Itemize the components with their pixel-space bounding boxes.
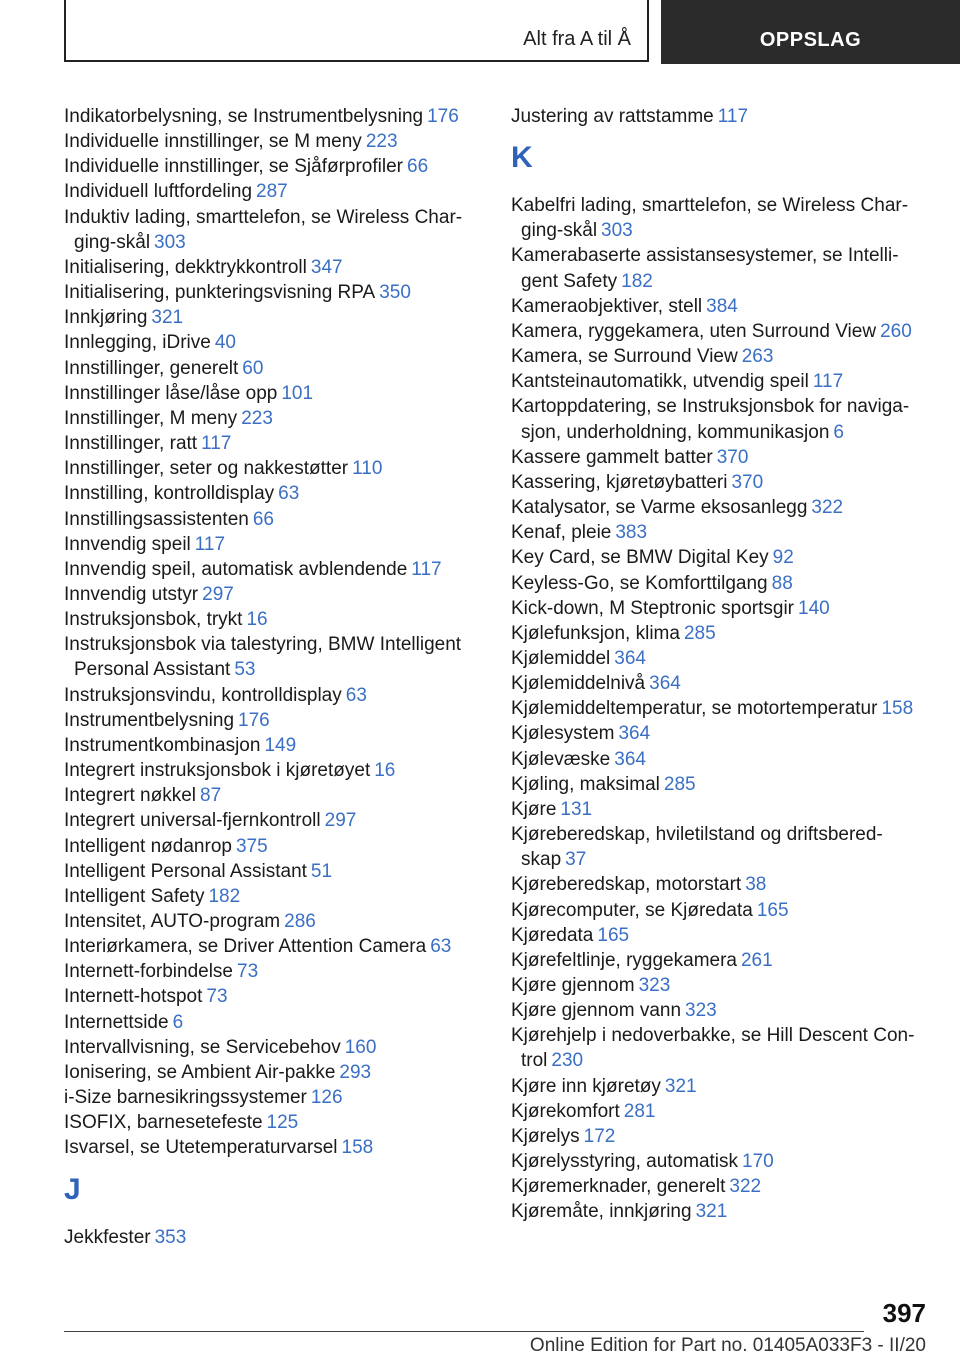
page-reference-link[interactable]: 182	[208, 885, 241, 907]
page-reference-link[interactable]: 110	[352, 458, 383, 480]
index-entry-text: Internett-forbindelse	[64, 961, 233, 983]
page-reference-link[interactable]: 37	[565, 849, 587, 871]
page-reference-link[interactable]: 353	[154, 1226, 187, 1248]
index-entry	[64, 834, 474, 859]
index-entry	[511, 344, 926, 369]
page-reference-link[interactable]: 322	[811, 497, 844, 519]
page-reference-link[interactable]: 182	[621, 270, 653, 292]
index-entry	[64, 909, 474, 934]
index-entry	[511, 520, 926, 545]
entries-j	[64, 1225, 474, 1250]
page-reference-link[interactable]: 63	[278, 483, 300, 505]
index-entry	[511, 1023, 926, 1073]
index-entry-text: Induktiv lading, smarttelefon, se Wireless Charging-skål	[64, 206, 463, 253]
index-entry	[64, 406, 474, 431]
index-entry-text: Innvendig utstyr	[64, 583, 199, 605]
index-entry	[511, 1099, 926, 1124]
index-entry-text: Individuelle innstillinger, se M meny	[64, 131, 362, 153]
footer-edition-text: Online Edition for Part no. 01405A033F3 - II/20	[529, 1335, 926, 1356]
index-entry-text: Kjøre gjennom	[511, 975, 635, 996]
index-entry-text: Kjørelysstyring, automatisk	[511, 1151, 739, 1173]
index-entry	[64, 708, 474, 733]
index-entry	[64, 1010, 474, 1035]
index-entry-text: Kjørelys	[511, 1125, 580, 1147]
page-reference-link[interactable]: 92	[772, 547, 794, 569]
index-entry	[64, 733, 474, 758]
index-entry-text: Innstillinger låse/låse opp	[64, 382, 278, 404]
index-entry-text: Isvarsel, se Utetemperaturvarsel	[64, 1137, 338, 1159]
index-entry-text: Intensitet, AUTO-program	[64, 911, 281, 932]
index-entry-text: Kjølesystem	[511, 723, 615, 745]
index-entry-text: Kamera, ryggekamera, uten Surround View	[511, 320, 877, 342]
page-reference-link[interactable]: 158	[341, 1137, 374, 1159]
index-entry	[511, 596, 926, 621]
index-entry-text: Keyless-Go, se Komforttilgang	[511, 572, 768, 594]
index-entry-text: Kjøling, maksimal	[511, 773, 660, 795]
index-entry	[64, 305, 474, 330]
page-reference-link[interactable]: 6	[833, 421, 844, 443]
index-entry	[511, 495, 926, 520]
index-entry	[511, 1174, 926, 1199]
section-tab	[661, 0, 960, 64]
index-entry-text: Key Card, se BMW Digital Key	[511, 547, 769, 569]
index-entry	[64, 179, 474, 204]
index-entry	[64, 683, 474, 708]
index-entry-text: Intelligent Safety	[64, 885, 205, 907]
page-reference-link[interactable]: 131	[560, 798, 593, 820]
page-reference-link[interactable]: 165	[597, 924, 630, 946]
index-entry	[64, 104, 474, 129]
letter-heading-j: J	[64, 1172, 81, 1206]
page-reference-link[interactable]: 322	[729, 1176, 762, 1198]
index-entry	[511, 1124, 926, 1149]
page-reference-link[interactable]: 347	[310, 256, 343, 278]
index-entry	[64, 154, 474, 179]
index-entry-text: Integrert instruksjonsbok i kjøretøyet	[64, 760, 371, 782]
page-reference-link[interactable]: 63	[345, 684, 367, 706]
page-reference-link[interactable]: 350	[379, 282, 411, 304]
index-entry-text: Kassere gammelt batter	[511, 446, 713, 468]
page-reference-link[interactable]: 285	[663, 773, 696, 795]
index-entry-text: Instrumentbelysning	[64, 709, 235, 731]
index-entry-text: Interiørkamera, se Driver Attention Camera	[64, 936, 427, 958]
index-entry	[64, 959, 474, 984]
index-entry-text: Kjøreberedskap, hviletilstand og driftsberedskap	[511, 824, 883, 871]
index-entry	[64, 381, 474, 406]
index-entry	[511, 772, 926, 797]
page-reference-link[interactable]: 364	[618, 723, 651, 745]
index-entry	[511, 747, 926, 772]
index-entry-text: Kartoppdatering, se Instruksjonsbok for navigasjon, underholdning, kommunikasjon	[511, 396, 910, 443]
page-reference-link[interactable]: 87	[200, 785, 222, 807]
page-reference-link[interactable]: 117	[411, 558, 442, 580]
page-reference-link[interactable]: 364	[614, 647, 646, 669]
index-entry	[511, 872, 926, 897]
index-entry	[64, 481, 474, 506]
index-entry	[64, 934, 474, 959]
index-column-right	[511, 104, 926, 1225]
page-reference-link[interactable]: 293	[339, 1061, 372, 1083]
index-entry-text: Intervallvisning, se Servicebehov	[64, 1036, 341, 1058]
page-reference-link[interactable]: 88	[771, 572, 793, 594]
index-entry-text: Kamerabaserte assistansesystemer, se Intelligent Safety	[511, 245, 899, 292]
page-reference-link[interactable]: 60	[242, 357, 264, 379]
page-reference-link[interactable]: 281	[623, 1100, 656, 1122]
index-entry	[64, 1135, 474, 1160]
page-reference-link[interactable]: 260	[880, 320, 912, 342]
page-reference-link[interactable]: 375	[235, 835, 268, 857]
index-entry	[511, 445, 926, 470]
index-entry-text: Intelligent Personal Assistant	[64, 860, 307, 882]
index-entry-text: Kjøre inn kjøretøy	[511, 1075, 661, 1097]
index-entry	[511, 721, 926, 746]
index-entry-text: Justering av rattstamme	[511, 106, 714, 127]
index-entry	[511, 104, 926, 129]
page-reference-link[interactable]: 364	[649, 673, 681, 695]
index-entry	[64, 507, 474, 532]
page-reference-link[interactable]: 117	[201, 433, 232, 455]
index-entry-text: ISOFIX, barnesetefeste	[64, 1112, 263, 1134]
index-entry-text: Kameraobjektiver, stell	[511, 295, 703, 317]
index-entry-text: Kabelfri lading, smarttelefon, se Wireless Charging-skål	[511, 195, 909, 242]
index-entry-text: Kick-down, M Steptronic sportsgir	[511, 597, 794, 619]
index-entry-text: Initialisering, dekktrykkontroll	[64, 256, 307, 278]
index-entry-text: Kjøre	[511, 798, 557, 820]
index-entry	[511, 671, 926, 696]
page-reference-link[interactable]: 117	[717, 106, 749, 127]
page-reference-link[interactable]: 126	[310, 1087, 343, 1109]
page-reference-link[interactable]: 297	[324, 810, 357, 832]
index-entry-text: Kjølefunksjon, klima	[511, 622, 680, 644]
index-entry-text: Katalysator, se Varme eksosanlegg	[511, 497, 808, 519]
page-reference-link[interactable]: 297	[202, 583, 234, 605]
index-entry-text: Kamera, se Surround View	[511, 346, 738, 368]
index-entry-text: Jekkfester	[64, 1226, 151, 1248]
index-entry-text: Instruksjonsvindu, kontrolldisplay	[64, 684, 342, 706]
index-entry-text: i-Size barnesikringssystemer	[64, 1087, 307, 1109]
page-reference-link[interactable]: 261	[740, 949, 773, 971]
index-entry	[64, 356, 474, 381]
index-entry-text: Innstillinger, ratt	[64, 433, 198, 455]
index-entry-text: Kjølemiddelnivå	[511, 673, 646, 695]
index-entry-text: Kjøremåte, innkjøring	[511, 1201, 692, 1223]
index-entry-text: Innlegging, iDrive	[64, 332, 211, 354]
index-entry-text: Innkjøring	[64, 307, 148, 329]
index-entry-text: Individuelle innstillinger, se Sjåførprofiler	[64, 156, 403, 178]
index-entry	[64, 1110, 474, 1135]
page-reference-link[interactable]: 370	[731, 471, 764, 493]
header-frame	[64, 0, 649, 62]
page-reference-link[interactable]: 384	[706, 295, 738, 317]
page-reference-link[interactable]: 263	[741, 346, 774, 368]
index-entry	[511, 319, 926, 344]
index-entry	[64, 582, 474, 607]
page-reference-link[interactable]: 16	[246, 609, 268, 631]
index-entry	[64, 255, 474, 280]
index-entry	[64, 1035, 474, 1060]
page-reference-link[interactable]: 53	[234, 659, 256, 681]
index-entry	[511, 621, 926, 646]
page-reference-link[interactable]: 321	[695, 1201, 728, 1223]
page-reference-link[interactable]: 6	[172, 1011, 184, 1033]
index-entry-text: Intelligent nødanrop	[64, 835, 232, 857]
page-reference-link[interactable]: 223	[365, 131, 398, 153]
page-reference-link[interactable]: 323	[685, 1000, 717, 1022]
page-reference-link[interactable]: 16	[374, 760, 396, 782]
index-entry	[64, 808, 474, 833]
index-entry-text: Integrert universal-fjernkontroll	[64, 810, 321, 832]
index-entry	[64, 456, 474, 481]
page-reference-link[interactable]: 158	[881, 698, 914, 720]
page-reference-link[interactable]: 323	[638, 975, 671, 996]
page-reference-link[interactable]: 364	[614, 748, 646, 770]
index-entry-text: Innvendig speil, automatisk avblendende	[64, 558, 408, 580]
index-entry-text: Kjørekomfort	[511, 1100, 620, 1122]
page-reference-link[interactable]: 149	[264, 734, 297, 756]
index-entry-text: Instrumentkombinasjon	[64, 734, 261, 756]
index-entry	[64, 532, 474, 557]
index-entry	[64, 884, 474, 909]
index-entry-text: Initialisering, punkteringsvisning RPA	[64, 282, 376, 304]
index-entry	[64, 557, 474, 582]
page-reference-link[interactable]: 73	[206, 986, 228, 1008]
index-entry	[511, 973, 926, 998]
page-reference-link[interactable]: 370	[716, 446, 749, 468]
index-entry	[511, 369, 926, 394]
index-entry	[511, 646, 926, 671]
page-reference-link[interactable]: 321	[664, 1075, 697, 1097]
index-entry	[511, 898, 926, 923]
page-reference-link[interactable]: 383	[615, 522, 648, 544]
page-reference-link[interactable]: 321	[151, 307, 184, 329]
index-entry-text: Kjørehjelp i nedoverbakke, se Hill Descent Control	[511, 1025, 915, 1072]
page-reference-link[interactable]: 40	[214, 332, 236, 354]
page-reference-link[interactable]: 172	[583, 1125, 616, 1147]
index-entry-text: Internettside	[64, 1011, 169, 1033]
entries-i	[64, 104, 474, 1161]
index-entry	[64, 632, 474, 682]
index-entry	[64, 783, 474, 808]
page-reference-link[interactable]: 117	[194, 533, 226, 555]
section-tab-label: OPPSLAG	[759, 29, 862, 51]
index-entry	[511, 998, 926, 1023]
index-entry	[511, 545, 926, 570]
footer-divider	[64, 1331, 864, 1332]
index-entry	[511, 243, 926, 293]
page-reference-link[interactable]: 117	[812, 371, 844, 393]
header-title: Alt fra A til Å	[523, 28, 631, 50]
index-entry-text: Kjøre gjennom vann	[511, 1000, 682, 1022]
entries-j-continued	[511, 104, 926, 129]
index-entry-text: Internett-hotspot	[64, 986, 203, 1008]
index-entry	[64, 1225, 474, 1250]
page-reference-link[interactable]: 285	[683, 622, 716, 644]
index-entry	[64, 758, 474, 783]
index-entry-text: Kenaf, pleie	[511, 522, 612, 544]
page-reference-link[interactable]: 66	[407, 156, 429, 178]
index-entry-text: Integrert nøkkel	[64, 785, 196, 807]
index-entry	[64, 330, 474, 355]
index-entry-text: Kjølemiddel	[511, 647, 611, 669]
index-entry	[64, 1085, 474, 1110]
index-entry-text: Instruksjonsbok via talestyring, BMW Intelligent Personal Assistant	[64, 634, 462, 681]
index-entry-text: Instruksjonsbok, trykt	[64, 609, 243, 631]
page-reference-link[interactable]: 230	[551, 1050, 584, 1072]
index-entry	[511, 294, 926, 319]
index-entry-text: Innstillinger, seter og nakkestøtter	[64, 458, 349, 480]
index-entry	[64, 129, 474, 154]
index-entry-text: Innstilling, kontrolldisplay	[64, 483, 275, 505]
index-entry-text: Innvendig speil	[64, 533, 191, 555]
page-reference-link[interactable]: 38	[745, 874, 767, 896]
index-entry-text: Kjøreberedskap, motorstart	[511, 874, 742, 896]
page-reference-link[interactable]: 176	[427, 106, 459, 127]
page-reference-link[interactable]: 51	[310, 860, 333, 882]
index-entry-text: Innstillinger, M meny	[64, 407, 238, 429]
index-entry-text: Innstillinger, generelt	[64, 357, 239, 379]
index-entry	[511, 1074, 926, 1099]
page-reference-link[interactable]: 140	[798, 597, 830, 619]
index-entry-text: Kjølemiddeltemperatur, se motortemperatur	[511, 698, 878, 720]
index-column-left	[64, 104, 474, 1250]
index-entry-text: Kjøredata	[511, 924, 594, 946]
page-reference-link[interactable]: 125	[266, 1112, 299, 1134]
index-entry	[511, 394, 926, 444]
page-reference-link[interactable]: 286	[284, 911, 316, 932]
index-entry	[64, 984, 474, 1009]
index-entry	[64, 1060, 474, 1085]
page-reference-link[interactable]: 223	[241, 407, 273, 429]
page-reference-link[interactable]: 303	[154, 231, 186, 253]
page-number: 397	[882, 1298, 926, 1328]
page-reference-link[interactable]: 170	[742, 1151, 774, 1173]
index-entry	[511, 822, 926, 872]
index-entry	[511, 797, 926, 822]
index-entry-text: Kassering, kjøretøybatteri	[511, 471, 728, 493]
index-entry	[64, 205, 474, 255]
page-reference-link[interactable]: 66	[252, 508, 274, 530]
index-entry-text: Kjølevæske	[511, 748, 611, 770]
index-entry-text: Kantsteinautomatikk, utvendig speil	[511, 371, 809, 393]
index-entry	[64, 431, 474, 456]
index-entry	[511, 571, 926, 596]
entries-k	[511, 193, 926, 1224]
page-reference-link[interactable]: 287	[256, 181, 288, 203]
index-entry	[511, 948, 926, 973]
index-entry	[511, 470, 926, 495]
index-entry-text: Kjørecomputer, se Kjøredata	[511, 899, 753, 921]
index-entry-text: Innstillingsassistenten	[64, 508, 249, 530]
page-reference-link[interactable]: 101	[281, 382, 314, 404]
page-reference-link[interactable]: 303	[601, 220, 633, 242]
index-entry-text: Individuell luftfordeling	[64, 181, 253, 203]
index-entry	[511, 193, 926, 243]
page-reference-link[interactable]: 165	[756, 899, 789, 921]
index-entry-text: Kjøremerknader, generelt	[511, 1176, 726, 1198]
page-reference-link[interactable]: 160	[344, 1036, 377, 1058]
index-entry-text: Ionisering, se Ambient Air-pakke	[64, 1061, 336, 1083]
index-entry	[64, 280, 474, 305]
page-reference-link[interactable]: 63	[430, 936, 452, 958]
index-entry	[511, 696, 926, 721]
index-entry-text: Indikatorbelysning, se Instrumentbelysning	[64, 106, 424, 127]
index-entry	[511, 1199, 926, 1224]
index-entry-text: Kjørefeltlinje, ryggekamera	[511, 949, 737, 971]
letter-heading-k: K	[511, 141, 533, 175]
index-entry	[511, 1149, 926, 1174]
page-reference-link[interactable]: 73	[237, 961, 259, 983]
index-entry	[64, 859, 474, 884]
index-entry	[511, 923, 926, 948]
index-entry	[64, 607, 474, 632]
page-reference-link[interactable]: 176	[238, 709, 270, 731]
